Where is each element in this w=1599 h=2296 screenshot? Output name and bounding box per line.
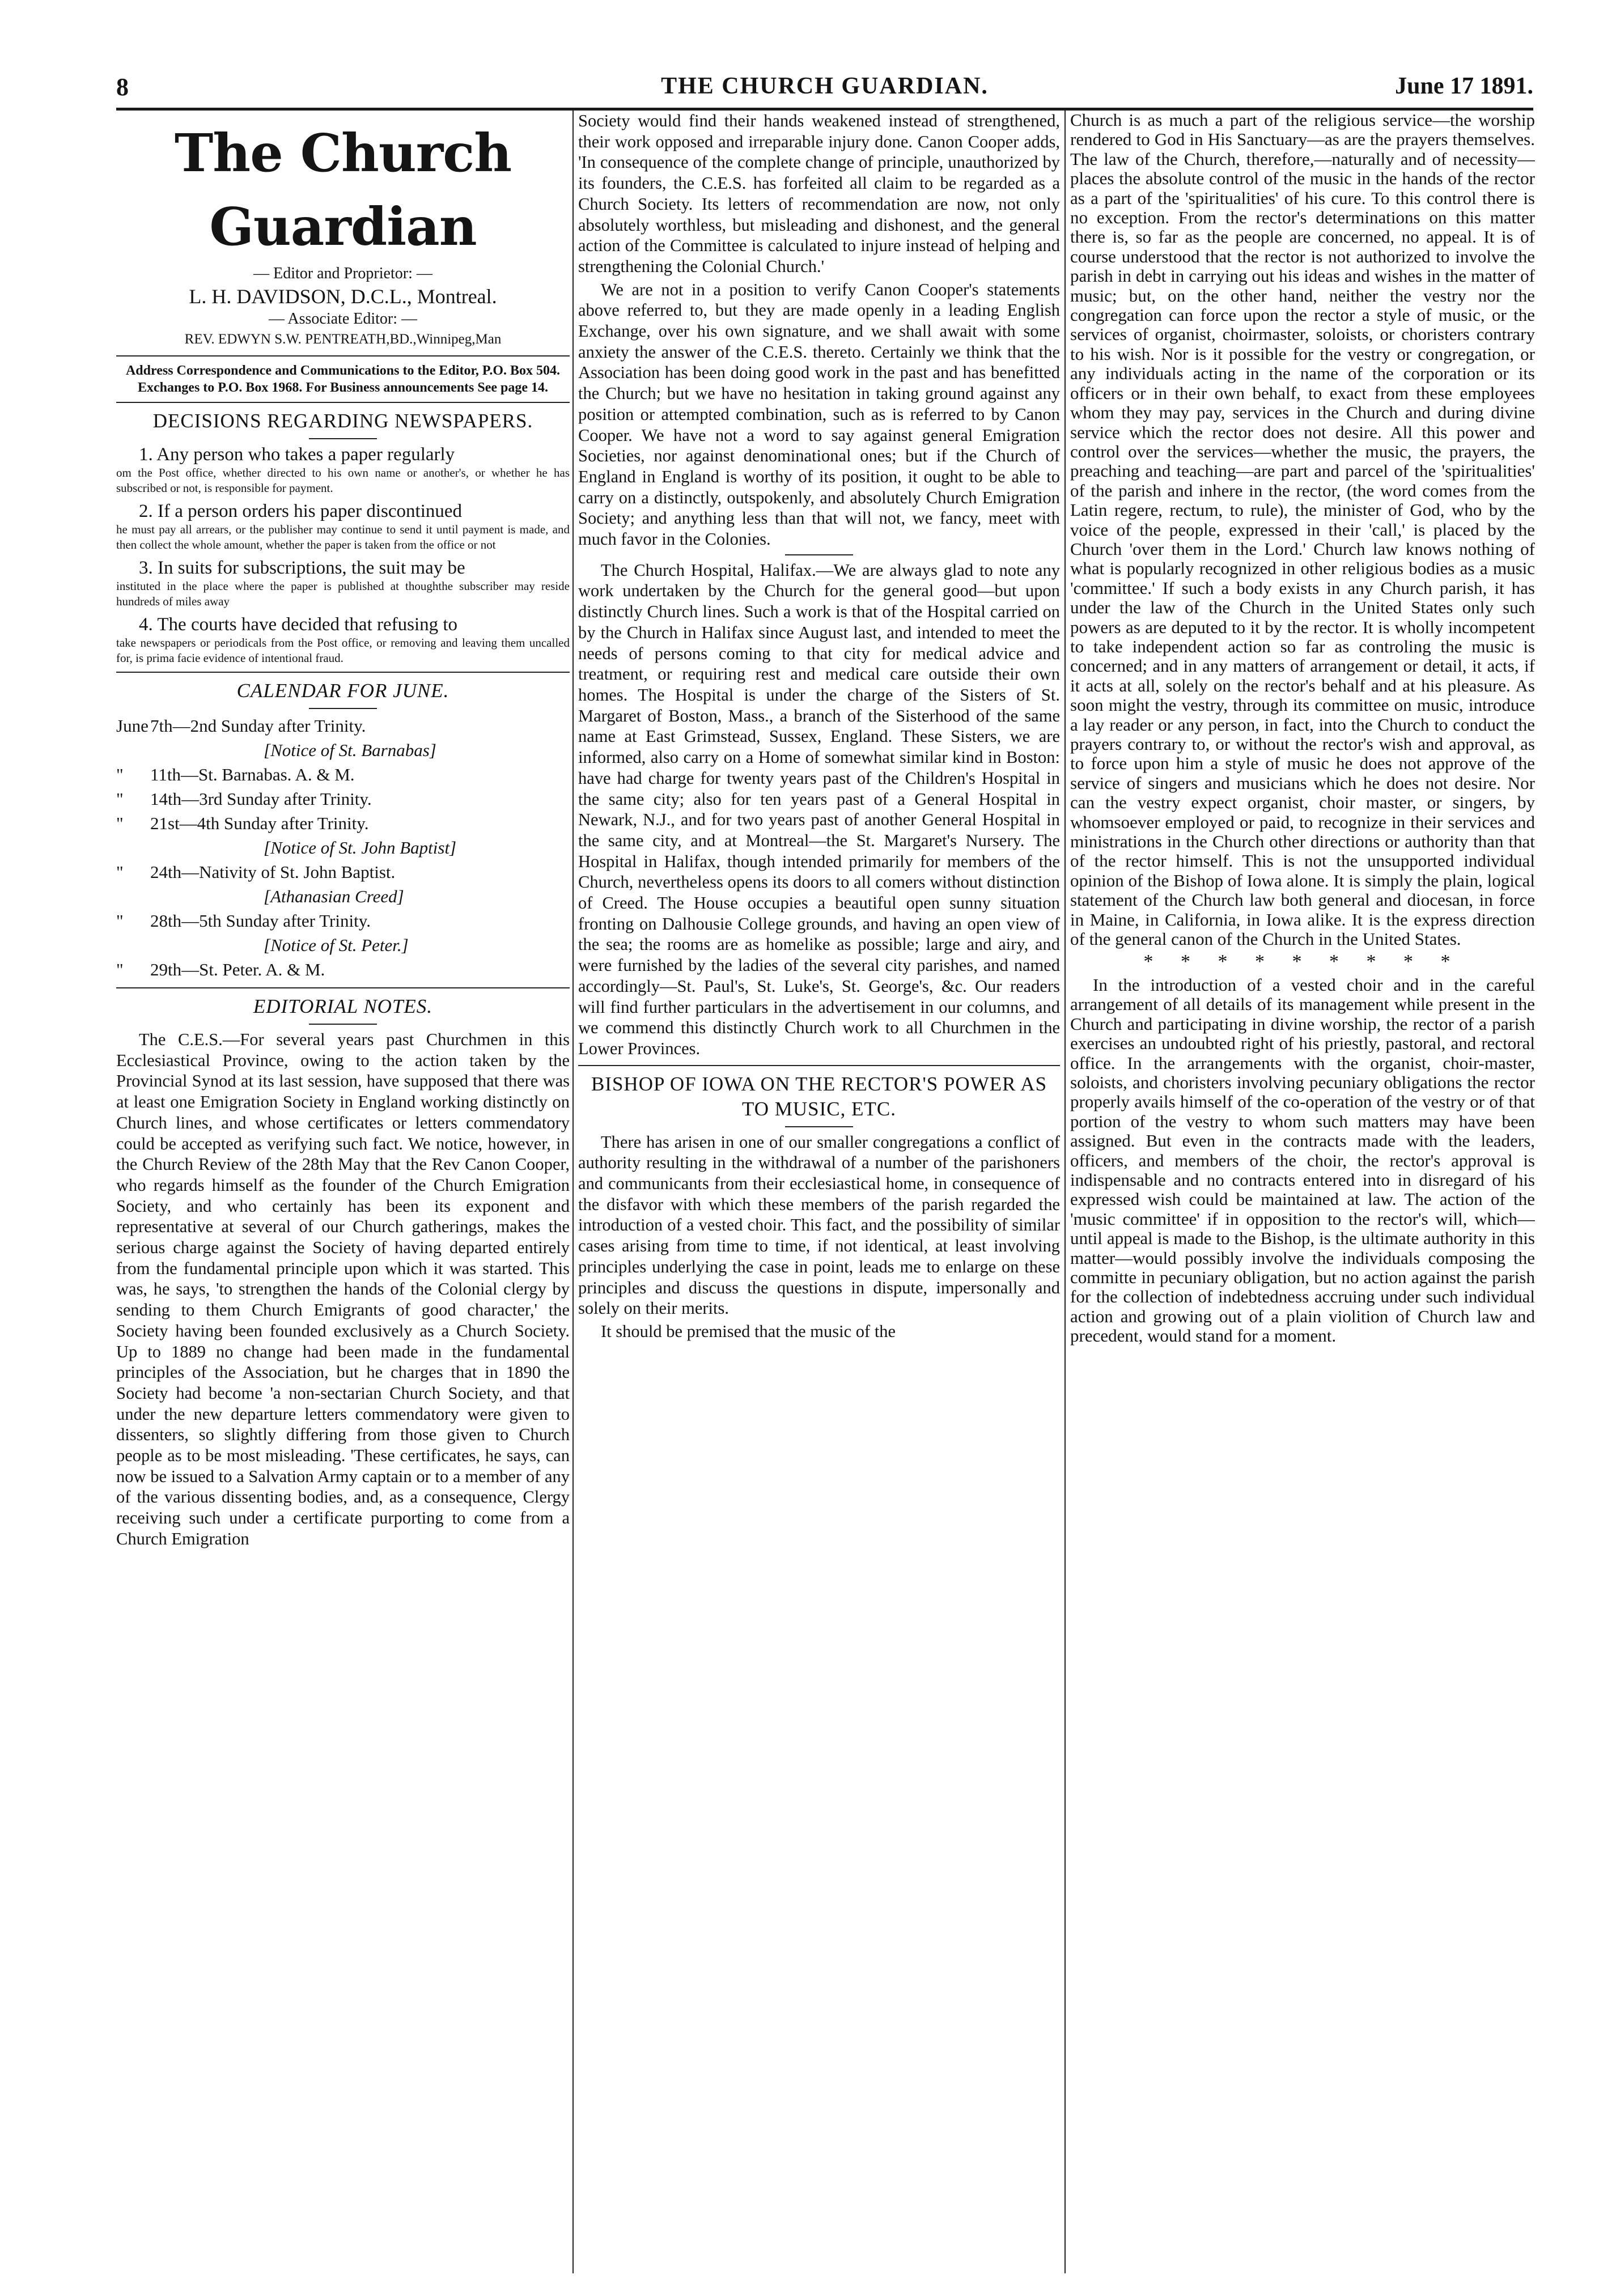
column-1 xyxy=(116,111,570,2279)
calendar-mark: June xyxy=(116,716,149,736)
calendar-heading: CALENDAR FOR JUNE. xyxy=(236,680,449,702)
decision-main: 4. The courts have decided that refusing to xyxy=(139,614,458,635)
associate-label: — Associate Editor: — xyxy=(268,310,418,328)
calendar-text: [Notice of St. Peter.] xyxy=(264,935,409,955)
column-3 xyxy=(1070,111,1535,2279)
decision-item xyxy=(116,500,570,553)
divider xyxy=(578,1065,1060,1066)
calendar-text: 7th—2nd Sunday after Trinity. xyxy=(150,716,366,736)
decision-main: 1. Any person who takes a paper regularly xyxy=(139,444,455,465)
calendar-text: [Notice of St. Barnabas] xyxy=(264,740,436,760)
column-2 xyxy=(578,111,1060,2279)
divider-short xyxy=(309,1024,377,1025)
page-header xyxy=(116,68,1533,111)
calendar-text: [Athanasian Creed] xyxy=(264,886,404,906)
divider xyxy=(116,672,570,673)
calendar-mark: " xyxy=(116,960,124,979)
editorial-heading: EDITORIAL NOTES. xyxy=(253,995,433,1017)
calendar-entry xyxy=(116,909,570,933)
section-stars: * * * * * * * * * xyxy=(1143,951,1462,973)
calendar-text: [Notice of St. John Baptist] xyxy=(264,838,457,858)
editorial-paragraph: Society would find their hands weakened instead of strengthened, their work opposed and irreparable injury done. Canon Cooper adds, 'In consequence of the complete change of principle, unauthorized by its founders, the C.E.S. has forfeited all claim to be regarded as a Church Society. Its letters of recommendation are now, not only absolutely worthless, but misleading and dishonest, and the general action of the Committee is calculated to injure instead of helping and strengthening the Colonial Church.' xyxy=(578,111,1060,276)
editorial-paragraph: The Church Hospital, Halifax.—We are always glad to note any work undertaken by the Church for the general good—but upon distinctly Church lines. Such a work is that of the Hospital carried on by the Church in Halifax since August last, and intended to meet the needs of persons coming to that city for medical advice and treatment, or requiring rest and medical care outside their own homes. The Hospital is under the charge of the Sisters of St. Margaret of Boston, Mass., a branch of the Sisterhood of the same name at East Grimstead, Sussex, England. These Sisters, we are informed, also carry on a Home of somewhat similar kind in Boston: have had charge for twenty years past of the Children's Hospital in the same city; also for ten years past of a General Hospital in Newark, N.J., and for two years past of another General Hospital in the same city, and at Montreal—the St. Margaret's Nursery. The Hospital in Halifax, though intended primarily for members of the Church, nevertheless opens its doors to all comers without distinction of Creed. The House occupies a beautiful open sunny situation fronting on Dalhousie College grounds, and having an open view of the sea; the rooms are as homelike as possible; large and airy, and were furnished by the ladies of the several city parishes, and named accordingly—St. Paul's, St. Luke's, St. George's, &c. Our readers will find further particulars in the advertisement in our columns, and we commend this distinctly Church work to all Churchmen in the Lower Provinces. xyxy=(578,560,1060,1058)
decision-detail: instituted in the place where the paper is published at thoughthe subscriber may reside hundreds of miles away xyxy=(116,579,570,608)
calendar-mark: " xyxy=(116,789,124,809)
decision-main: 2. If a person orders his paper discontinued xyxy=(139,501,463,521)
decision-item xyxy=(116,444,570,496)
calendar-entry xyxy=(116,762,570,787)
divider-short xyxy=(309,708,377,709)
calendar-text: 14th—3rd Sunday after Trinity. xyxy=(150,789,372,809)
page-number: 8 xyxy=(116,73,129,101)
article-paragraph: Church is as much a part of the religious service—the worship rendered to God in His Sanctuary—as are the prayers themselves. The law of the Church, therefore,—naturally and of necessity—places the absolute control of the music in the hands of the rector as a part of the 'spiritualities' of his cure. To this control there is no exception. From the rector's determinations on this matter there is, so far as the people are concerned, no appeal. It is of course understood that the rector is not authorized to involve the parish in debt in carrying out his ideas and wishes in the matter of music; but, on the other hand, neither the vestry nor the congregation can force upon the rector a style of music, or the services of organist, choirmaster, soloists, or choristers contrary to his wish. Nor is it possible for the vestry or congregation, or any individuals acting in the name of the corporation or its officers or in their own behalf, to exact from these employees whom they may pay, services in the Church and during divine service which the rector does not desire. All this power and control over the services—whether the music, the prayers, the preaching and teaching—are part and parcel of the 'spiritualities' of the parish and inhere in the rector, (the word comes from the Latin regere, rectum, to rule), the minister of God, who by the voice of the people, expressed in their 'call,' is placed by the Church 'over them in the Lord.' Church law knows nothing of what is popularly recognized in other religious bodies as a music 'committee.' If such a body exists in any Church parish, it has under the law of the Church in the United States only such powers as are deputed to it by the rector. It is wholly incompetent to take independent action so far as controling the music is concerned; and in any matters of arrangement or detail, it acts, if it acts at all, solely on the rector's behalf and at his pleasure. As soon might the vestry, through its committee on music, introduce a lay reader or any person, in fact, into the Church to conduct the prayers contrary to, or without the rector's wish and approval, as to force upon him a style of music he does not approve of the service of singers and musicians which he does not desire. Nor can the vestry expect organist, choir master, or singers, by whomsoever employed or paid, to recognize in their services and ministrations in the Church other directions or authority than that of the rector himself. This is not the unsupported individual opinion of the Bishop of Iowa alone. It is simply the plain, logical statement of the Church law both general and diocesan, in force in Maine, in California, in Iowa alike. It is the express direction of the general canon of the Church in the United States. xyxy=(1070,111,1535,949)
calendar-text: 21st—4th Sunday after Trinity. xyxy=(150,813,369,833)
calendar-entry xyxy=(116,835,570,860)
issue-date: June 17 1891. xyxy=(1395,73,1533,99)
calendar-text: 11th—St. Barnabas. A. & M. xyxy=(150,765,355,784)
decision-item xyxy=(116,557,570,609)
editorial-paragraph: The C.E.S.—For several years past Churchmen in this Ecclesiastical Province, owing to the action taken by the Provincial Synod at its last session, have supposed that there was at least one Emigration Society in England working distinctly on Church lines, and whose certificates or letters commendatory could be accepted as verifying such fact. We notice, however, in the Church Review of the 28th May that the Rev Canon Cooper, who regards himself as the founder of the Church Emigration Society, and who certainly has been its exponent and representative at several of our Church gatherings, makes the serious charge against the Society of having departed entirely from the fundamental principle upon which it was started. This was, he says, 'to strengthen the hands of the Colonial clergy by sending to them Church Emigrants of good character,' the Society having been founded exclusively as a Church Society. Up to 1889 no change had been made in the fundamental principles of the Association, but he charges that in 1890 the Society had become 'a non-sectarian Church Society, and that under the new departure letters commendatory were given to dissenters, so slightly differing from those given to Church people as to be most misleading. 'These certificates, he says, can now be issued to a Salvation Army captain or to a member of any of the various dissenting bodies, and, as a consequence, Clergy receiving such under a certificate purporting to come from a Church Emigration xyxy=(116,1030,570,1548)
calendar-text: 28th—5th Sunday after Trinity. xyxy=(150,911,371,931)
decision-detail: take newspapers or periodicals from the Post office, or removing and leaving them uncalled for, is prima facie evidence of intentional fraud. xyxy=(116,636,570,665)
calendar-entry xyxy=(116,860,570,884)
decisions-heading: DECISIONS REGARDING NEWSPAPERS. xyxy=(152,410,533,432)
decision-item xyxy=(116,614,570,666)
calendar-text: 24th—Nativity of St. John Baptist. xyxy=(150,862,396,882)
calendar-entry xyxy=(116,787,570,811)
calendar-entry xyxy=(116,933,570,957)
divider-short xyxy=(785,1126,853,1127)
calendar-list xyxy=(116,714,570,982)
calendar-text: 29th—St. Peter. A. & M. xyxy=(150,960,325,979)
associate-name: REV. EDWYN S.W. PENTREATH,BD.,Winnipeg,Man xyxy=(184,332,502,347)
calendar-entry xyxy=(116,811,570,835)
address-notice: Address Correspondence and Communications to the Editor, P.O. Box 504. Exchanges to P.O. Box 1968. For Business announcements See page 14. xyxy=(125,363,561,395)
editor-label: — Editor and Proprietor: — xyxy=(253,265,432,282)
article-paragraph: It should be premised that the music of the xyxy=(601,1321,896,1341)
decision-detail: om the Post office, whether directed to his own name or another's, or whether he has subscribed or not, is responsible for payment. xyxy=(116,466,570,495)
bishop-heading: BISHOP OF IOWA ON THE RECTOR'S POWER AS TO MUSIC, ETC. xyxy=(591,1072,1047,1120)
column-rule-2 xyxy=(1064,111,1066,2273)
divider xyxy=(116,355,570,357)
article-paragraph: In the introduction of a vested choir and in the careful arrangement of all details of its management while present in the Church and participating in divine worship, the rector of a parish exercises an undoubted right of his priestly, pastoral, and rectoral office. In the arrangements with the organist, choir-master, soloists, and choristers involving pecuniary obligations the rector properly avails himself of the co-operation of the vestry or of that portion of the vestry to whom such matters may have been assigned. But even in the contracts made with the leaders, officers, and members of the choir, the rector's approval is indispensable and no contracts entered into in disregard of his expressed wish could be maintained at law. The action of the 'music committee' if in opposition to the rector's will, which—until appeal is made to the Bishop, is the ultimate authority in this matter—would possibly involve the individuals composing the committe in pecuniary obligation, but no action against the parish for the collection of indebtedness accruing under such individual action and growing out of a plain violition of Church law and precedent, would stand for a moment. xyxy=(1070,974,1535,1346)
calendar-entry xyxy=(116,738,570,762)
calendar-entry xyxy=(116,714,570,738)
divider-short xyxy=(309,438,377,439)
decision-main: 3. In suits for subscriptions, the suit may be xyxy=(139,558,465,578)
divider-short xyxy=(785,554,853,555)
calendar-entry xyxy=(116,884,570,909)
editorial-paragraph: We are not in a position to verify Canon Cooper's statements above referred to, but they are made openly in a leading English Exchange, over his own signature, and we shall await with some anxiety the answer of the C.E.S. thereto. Certainly we think that the Association has been doing good work in the past and has benefitted the Church; but we have no hesitation in taking ground against any position or attempted combination, such as is referred to by Canon Cooper. We have not a word to say against general Emigration Societies, nor against denominational ones; but if the Church of England in England is worthy of its position, it ought to be able to carry on a distinctly, outspokenly, and absolutely Church Emigration Society; and anything less than that will not, we fancy, meet with much favor in the Colonies. xyxy=(578,279,1060,549)
calendar-mark: " xyxy=(116,862,124,882)
divider xyxy=(116,987,570,988)
article-paragraph: There has arisen in one of our smaller congregations a conflict of authority resulting in the withdrawal of a number of the parishoners and communicants from their ecclesiastical home, in consequence of the disfavor with which these members of the parish regarded the introduction of a vested choir. This fact, and the possibility of similar cases arising from time to time, if not identical, at least involving principles underlying the case in point, leads me to enlarge on these principles and discuss the questions in dispute, impersonally and solely on their merits. xyxy=(578,1132,1060,1318)
masthead-title: The Church Guardian xyxy=(174,122,512,257)
running-title: THE CHURCH GUARDIAN. xyxy=(661,73,989,99)
calendar-mark: " xyxy=(116,765,124,784)
calendar-mark: " xyxy=(116,813,124,833)
calendar-entry xyxy=(116,957,570,982)
editor-name: L. H. DAVIDSON, D.C.L., Montreal. xyxy=(189,285,497,308)
calendar-mark: " xyxy=(116,911,124,931)
column-rule-1 xyxy=(572,111,574,2273)
decision-detail: he must pay all arrears, or the publisher may continue to send it until payment is made, and then collect the whole amount, whether the paper is taken from the office or not xyxy=(116,523,570,551)
divider xyxy=(116,402,570,403)
